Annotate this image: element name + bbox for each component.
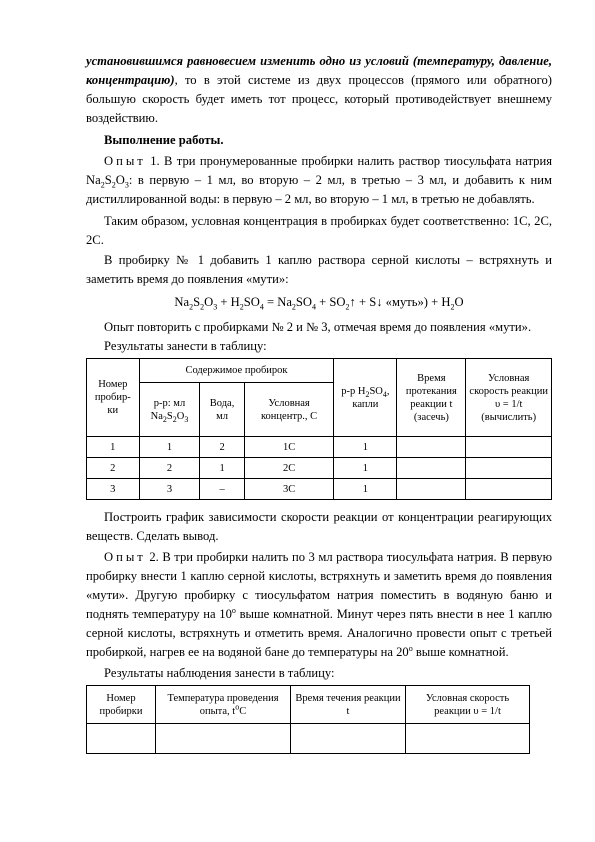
header-water: Вода, мл <box>200 383 244 437</box>
header-conditional-speed: Условная скорость реакции υ = 1/t <box>406 686 530 724</box>
experiment-2-label: Опыт <box>104 550 146 564</box>
header-reaction-time: Время течения реакции t <box>291 686 406 724</box>
header-temperature: Температура проведения опыта, $t^oС$ <box>156 686 291 724</box>
header-acid: р-р $H_2SO_4$, капли <box>334 359 397 437</box>
intro-rest: , то в этой системе из двух процессов (прямого или обратного) большую скорость будет иметь тот процесс, который противодействует внешнему воздействию. <box>86 73 552 125</box>
concentration-paragraph: Таким образом, условная концентрация в пробирках будет соответственно: 1С, 2С, 2С. <box>86 214 552 247</box>
table-row <box>87 724 530 754</box>
experiment-1-text-rest: : в первую – 1 мл, во вторую – 2 мл, в третью – 3 мл, и добавить к ним дистиллированной воды: в первую – 2 мл, во вторую – 1 мл, в третью не добавлять. <box>86 173 552 206</box>
experiment-1-paragraph: Опыт 1. В три пронумерованные пробирки налить раствор тиосульфата натрия $Na_2S_2O_3$: в первую – 1 мл, во вторую – 2 мл, в третью – 3 мл, и добавить к ним дистиллированной воды: в первую – 2 мл, во вторую – 1 мл, в третью не добавлять. <box>86 154 552 206</box>
table-row: 1 1 2 1С 1 <box>87 437 552 458</box>
section-title: Выполнение работы. <box>104 133 224 147</box>
experiment-1-text: 1. В три пронумерованные пробирки налить раствор тиосульфата натрия Na <box>86 154 552 187</box>
results-table-1 <box>86 358 552 500</box>
repeat-paragraph: Опыт повторить с пробирками № 2 и № 3, отмечая время до появления «мути». <box>104 320 532 334</box>
results-table-2 <box>86 685 530 754</box>
intro-paragraph <box>86 52 552 128</box>
add-acid-paragraph: В пробирку № 1 добавить 1 каплю раствора серной кислоты – встряхнуть и заметить время до появления «мути»: <box>86 253 552 286</box>
header-speed: Условная скорость реакции υ = 1/t (вычислить) <box>466 359 552 437</box>
header-conditional-concentration: Условная концентр., С <box>244 383 334 437</box>
header-solution: р-р: мл $Na_2S_2O_3$ <box>139 383 200 437</box>
reaction-equation: $Na_2S_2O_3 + H_2SO_4 = Na_2SO_4$ + $SO_2↑$ + S↓ «муть») + $H_2O$ <box>174 295 464 312</box>
experiment-1-label: Опыт <box>104 154 146 168</box>
intro-emphasis: установившимся равновесием изменить одно из условий (температуру, давление, концентрацию) <box>86 54 552 87</box>
header-contents: Содержимое пробирок <box>139 359 334 383</box>
table-row: 2 2 1 2С 1 <box>87 458 552 479</box>
document-page <box>86 52 552 754</box>
experiment-2-paragraph: Опыт 2. В три пробирки налить по 3 мл раствора тиосульфата натрия. В первую пробирку внести 1 каплю серной кислоты, встряхнуть и заметить время до появления «мути». Другую пробирку с тиосульфатом натрия поместить в водяную баню и поднять температуру на $10^о$ выше комнатной. Минут через пять внести в нее 1 каплю серной кислоты, встряхнуть и отметить время. Аналогично провести опыт с третьей пробиркой, нагрев ее на водяной бане до температуры на $20^о$ выше комнатной. <box>86 550 552 659</box>
header-time: Время протекания реакции t (засечь) <box>397 359 466 437</box>
results-2-paragraph: Результаты наблюдения занести в таблицу: <box>104 666 335 680</box>
header-tube-number: Номер пробирки <box>87 686 156 724</box>
graph-paragraph: Построить график зависимости скорости реакции от концентрации реагирующих веществ. Сделать вывод. <box>86 510 552 543</box>
results-1-paragraph: Результаты занести в таблицу: <box>104 339 267 353</box>
header-tube-number: Номер пробир-ки <box>87 359 140 437</box>
table-row: 3 3 – 3С 1 <box>87 479 552 500</box>
